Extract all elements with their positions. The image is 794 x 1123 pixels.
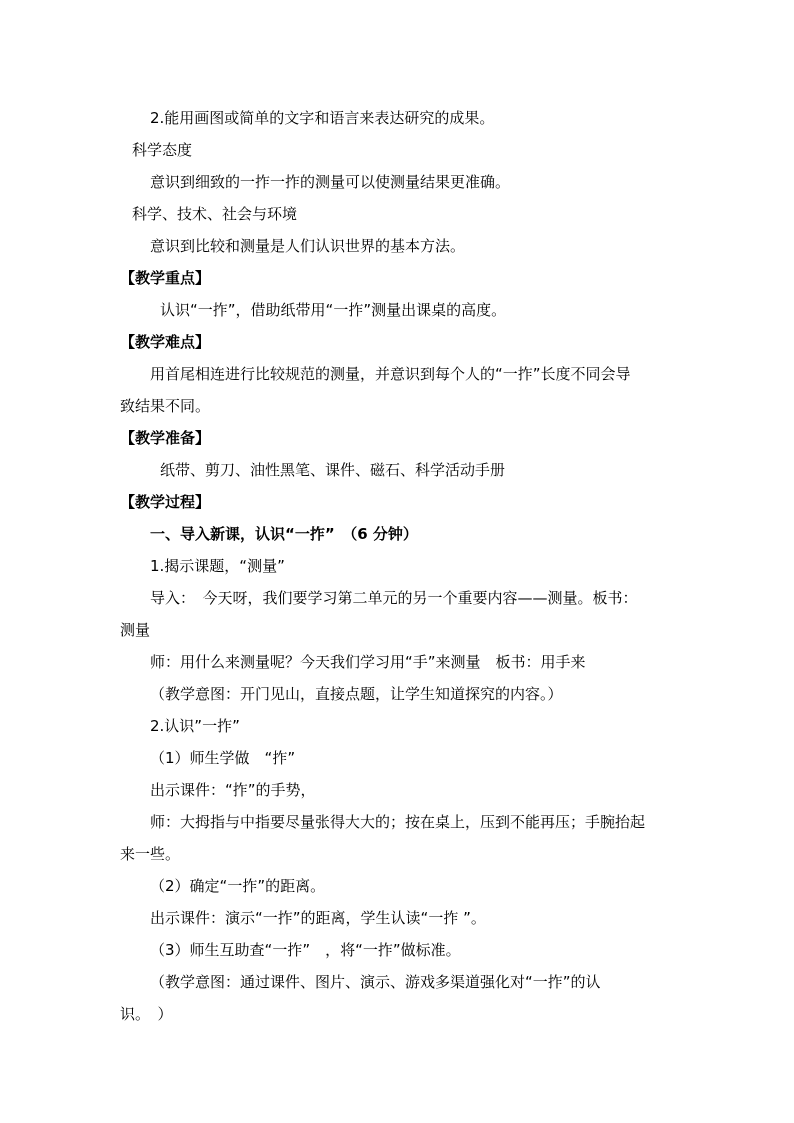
text-line: （3）师生互助查“一拃” ，将“一拃”做标准。 <box>150 941 461 959</box>
text-line: 导入： 今天呀，我们要学习第二单元的另一个重要内容——测量。板书： <box>150 589 638 607</box>
text-line: 来一些。 <box>120 845 181 863</box>
text-line: 师：大拇指与中指要尽量张得大大的；按在桌上，压到不能再压；手腕抬起 <box>150 813 646 831</box>
text-line: 认识“一拃”，借助纸带用“一拃”测量出课桌的高度。 <box>160 301 507 319</box>
text-line: 致结果不同。 <box>120 397 211 415</box>
text-line: （2）确定“一拃”的距离。 <box>150 877 326 895</box>
section-label: 科学态度 <box>132 141 193 159</box>
heading-preparation: 【教学准备】 <box>120 429 211 447</box>
text-line: 测量 <box>120 621 151 639</box>
section-label: 科学、技术、社会与环境 <box>132 205 298 223</box>
heading-difficulties: 【教学难点】 <box>120 333 211 351</box>
text-line: 纸带、剪刀、油性黑笔、课件、磁石、科学活动手册 <box>160 461 506 479</box>
text-line: 识。 ） <box>120 1005 173 1023</box>
text-line: 2.能用画图或简单的文字和语言来表达研究的成果。 <box>150 109 495 127</box>
text-line: 意识到细致的一拃一拃的测量可以使测量结果更准确。 <box>150 173 511 191</box>
heading-process: 【教学过程】 <box>120 493 211 511</box>
text-line: （1）师生学做 “拃” <box>150 749 296 767</box>
text-line: 2.认识”一拃” <box>150 717 240 735</box>
text-line: 1.揭示课题，“测量” <box>150 557 285 575</box>
text-line: 用首尾相连进行比较规范的测量，并意识到每个人的“一拃”长度不同会导 <box>150 365 631 383</box>
text-line: （教学意图：开门见山，直接点题，让学生知道探究的内容。） <box>150 685 563 703</box>
subheading-intro: 一、导入新课，认识“一拃” （6 分钟） <box>150 525 418 543</box>
text-line: （教学意图：通过课件、图片、演示、游戏多渠道强化对“一拃”的认 <box>150 973 601 991</box>
text-line: 意识到比较和测量是人们认识世界的基本方法。 <box>150 237 466 255</box>
text-line: 出示课件：“拃”的手势， <box>150 781 316 799</box>
heading-key-points: 【教学重点】 <box>120 269 211 287</box>
text-line: 出示课件：演示“一拃”的距离，学生认读“一拃 ”。 <box>150 909 486 927</box>
text-line: 师：用什么来测量呢？今天我们学习用“手”来测量 板书：用手来 <box>150 653 586 671</box>
